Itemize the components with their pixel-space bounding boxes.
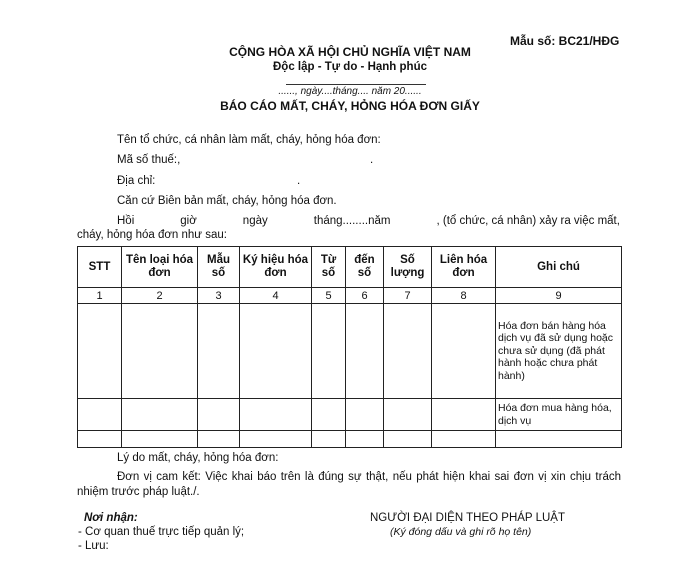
- column-number: 6: [346, 288, 384, 304]
- reason-label: Lý do mất, cháy, hỏng hóa đơn:: [117, 452, 279, 464]
- table-cell: [384, 431, 432, 448]
- table-cell: [78, 431, 122, 448]
- header-copy: Liên hóa đơn: [432, 247, 496, 288]
- tax-code-label: Mã số thuế:,: [117, 154, 181, 166]
- header-stt: STT: [78, 247, 122, 288]
- table-cell: [78, 399, 122, 431]
- header-notes: Ghi chú: [496, 247, 622, 288]
- table-cell: [384, 399, 432, 431]
- table-cell: [496, 431, 622, 448]
- table-cell: [346, 304, 384, 399]
- table-cell: [122, 431, 198, 448]
- table-cell: [198, 304, 240, 399]
- column-number: 8: [432, 288, 496, 304]
- column-number: 4: [240, 288, 312, 304]
- recipient-item: - Cơ quan thuế trực tiếp quản lý;: [78, 526, 245, 538]
- header-quantity: Số lượng: [384, 247, 432, 288]
- table-cell: [346, 399, 384, 431]
- form-code: Mẫu số: BC21/HĐG: [510, 34, 620, 48]
- invoice-table: [77, 246, 622, 448]
- incident-word: tháng........năm: [313, 215, 391, 227]
- incident-word: ngày: [242, 215, 268, 227]
- sales-invoice-note: Hóa đơn bán hàng hóa dịch vụ đã sử dụng hoặc chưa sử dụng (đã phát hành hoặc chưa phát hành): [496, 304, 622, 399]
- report-title: BÁO CÁO MẤT, CHÁY, HỎNG HÓA ĐƠN GIẤY: [220, 99, 480, 113]
- purchase-invoice-note: Hóa đơn mua hàng hóa, dịch vụ: [496, 399, 622, 431]
- table-cell: [312, 304, 346, 399]
- address-dot: .: [297, 175, 301, 187]
- recipient-item: - Lưu:: [78, 540, 109, 552]
- column-number: 2: [122, 288, 198, 304]
- table-cell: [312, 431, 346, 448]
- column-number: 5: [312, 288, 346, 304]
- table-cell: [240, 431, 312, 448]
- table-cell: [432, 399, 496, 431]
- table-cell: [384, 304, 432, 399]
- address-label: Địa chỉ:: [117, 175, 156, 187]
- motto-underline: [286, 84, 426, 85]
- table-row: [78, 431, 622, 448]
- table-cell: [198, 399, 240, 431]
- recipients-title: Nơi nhận:: [84, 512, 138, 524]
- incident-line-2: cháy, hỏng hóa đơn như sau:: [77, 229, 227, 241]
- country-name: CỘNG HÒA XÃ HỘI CHỦ NGHĨA VIỆT NAM: [229, 45, 471, 59]
- column-number: 3: [198, 288, 240, 304]
- org-name-label: Tên tổ chức, cá nhân làm mất, cháy, hỏng hóa đơn:: [117, 134, 381, 146]
- column-number: 7: [384, 288, 432, 304]
- table-cell: [240, 399, 312, 431]
- signer-note: (Ký đóng dấu và ghi rõ họ tên): [390, 526, 532, 538]
- table-cell: [346, 431, 384, 448]
- header-invoice-type: Tên loại hóa đơn: [122, 247, 198, 288]
- table-row: [78, 399, 622, 431]
- table-cell: [122, 304, 198, 399]
- table-cell: [240, 304, 312, 399]
- incident-word: Hồi: [117, 215, 135, 227]
- table-cell: [432, 304, 496, 399]
- table-header-row: [78, 247, 622, 288]
- header-from-number: Từ số: [312, 247, 346, 288]
- header-to-number: đến số: [346, 247, 384, 288]
- tax-code-dot: .: [370, 154, 374, 166]
- signer-title: NGƯỜI ĐẠI DIỆN THEO PHÁP LUẬT: [370, 512, 565, 524]
- column-number: 9: [496, 288, 622, 304]
- table-cell: [122, 399, 198, 431]
- header-form-number: Mẫu số: [198, 247, 240, 288]
- table-cell: [312, 399, 346, 431]
- incident-time-line: [117, 215, 620, 227]
- national-motto: Độc lập - Tự do - Hạnh phúc: [273, 61, 427, 73]
- column-number: 1: [78, 288, 122, 304]
- table-cell: [78, 304, 122, 399]
- incident-word: giờ: [180, 215, 197, 227]
- table-cell: [198, 431, 240, 448]
- table-row: [78, 304, 622, 399]
- incident-word: , (tổ chức, cá nhân) xảy ra việc mất,: [436, 215, 620, 227]
- basis-line: Căn cứ Biên bản mất, cháy, hỏng hóa đơn.: [117, 195, 337, 207]
- date-line: ......, ngày....tháng.... năm 20......: [278, 86, 422, 97]
- table-number-row: [78, 288, 622, 304]
- commitment-text: Đơn vị cam kết: Việc khai báo trên là đúng sự thật, nếu phát hiện khai sai đơn vị xin chịu trách nhiệm trước pháp luật./.: [77, 471, 621, 498]
- header-invoice-symbol: Ký hiệu hóa đơn: [240, 247, 312, 288]
- table-cell: [432, 431, 496, 448]
